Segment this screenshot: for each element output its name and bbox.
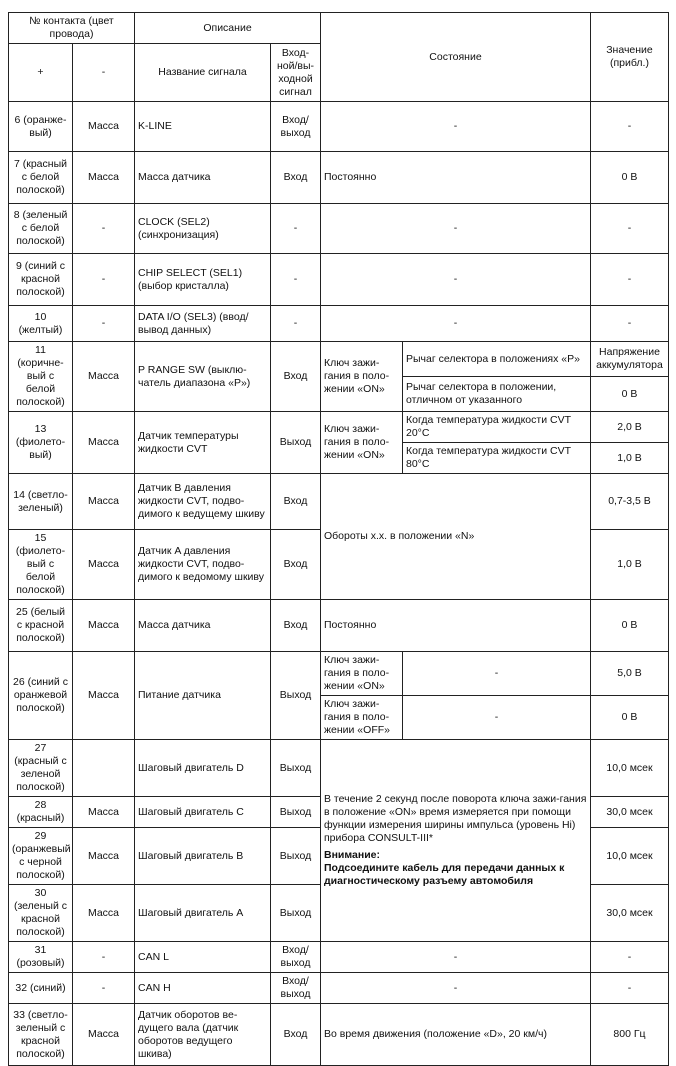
- io-cell: Вход/ выход: [271, 942, 321, 973]
- io-cell: Выход: [271, 412, 321, 474]
- minus-cell: Масса: [73, 1004, 135, 1066]
- value-cell: 0 В: [591, 696, 669, 740]
- value-cell: 0 В: [591, 152, 669, 204]
- substate-cell: -: [403, 696, 591, 740]
- value-cell: 5,0 В: [591, 652, 669, 696]
- table-row: [9, 342, 669, 377]
- table-row: [9, 254, 669, 306]
- io-cell: -: [271, 204, 321, 254]
- header-plus: +: [9, 44, 73, 102]
- io-cell: Выход: [271, 797, 321, 828]
- state-cell: Обороты х.х. в положении «N»: [321, 474, 591, 600]
- pin-cell: 11 (коричне-вый с белой полоской): [9, 342, 73, 412]
- pin-cell: 10 (желтый): [9, 306, 73, 342]
- io-cell: Вход/ выход: [271, 102, 321, 152]
- pin-cell: 27 (красный с зеленой полоской): [9, 740, 73, 797]
- value-cell: -: [591, 102, 669, 152]
- condition-cell: Ключ зажи-гания в поло-жении «ON»: [321, 412, 403, 474]
- table-row: [9, 306, 669, 342]
- header-minus: -: [73, 44, 135, 102]
- substate-cell: Рычаг селектора в положении, отличном от указанного: [403, 377, 591, 412]
- signal-name-cell: Датчик оборотов ве-дущего вала (датчик оборотов ведущего шкива): [135, 1004, 271, 1066]
- substate-cell: Рычаг селектора в положениях «P»: [403, 342, 591, 377]
- terminal-spec-table: [8, 12, 669, 1066]
- table-row: [9, 740, 669, 797]
- stepper-state-text: В течение 2 секунд после поворота ключа зажи-гания в положение «ON» время измеряется при помощи функции измерения ширины импульса (уровень Hi) прибора CONSULT-III*: [324, 793, 587, 844]
- value-cell: Напряжение аккумулятора: [591, 342, 669, 377]
- io-cell: Вход: [271, 152, 321, 204]
- io-cell: Вход: [271, 474, 321, 530]
- signal-name-cell: CLOCK (SEL2) (синхронизация): [135, 204, 271, 254]
- header-row-1: [9, 13, 669, 44]
- pin-cell: 29 (оранжевый с черной полоской): [9, 828, 73, 885]
- value-cell: -: [591, 204, 669, 254]
- value-cell: -: [591, 973, 669, 1004]
- value-cell: 2,0 В: [591, 412, 669, 443]
- state-cell: -: [321, 204, 591, 254]
- substate-cell: Когда температура жидкости CVT 80°C: [403, 443, 591, 474]
- table-row: [9, 412, 669, 443]
- table-row: [9, 204, 669, 254]
- signal-name-cell: Масса датчика: [135, 600, 271, 652]
- io-cell: -: [271, 254, 321, 306]
- minus-cell: [73, 740, 135, 797]
- minus-cell: -: [73, 204, 135, 254]
- header-io: Вход-ной/вы-ходной сигнал: [271, 44, 321, 102]
- header-signal-name: Название сигнала: [135, 44, 271, 102]
- signal-name-cell: CHIP SELECT (SEL1) (выбор кристалла): [135, 254, 271, 306]
- minus-cell: Масса: [73, 152, 135, 204]
- signal-name-cell: DATA I/O (SEL3) (ввод/вывод данных): [135, 306, 271, 342]
- state-cell: -: [321, 973, 591, 1004]
- pin-cell: 8 (зеленый с белой полоской): [9, 204, 73, 254]
- io-cell: -: [271, 306, 321, 342]
- stepper-state-cell: [321, 740, 591, 942]
- pin-cell: 33 (светло-зеленый с красной полоской): [9, 1004, 73, 1066]
- value-cell: 10,0 мсек: [591, 740, 669, 797]
- table-row: [9, 102, 669, 152]
- header-state: Состояние: [321, 13, 591, 102]
- signal-name-cell: Масса датчика: [135, 152, 271, 204]
- signal-name-cell: Шаговый двигатель D: [135, 740, 271, 797]
- minus-cell: Масса: [73, 412, 135, 474]
- minus-cell: Масса: [73, 530, 135, 600]
- value-cell: 0 В: [591, 377, 669, 412]
- signal-name-cell: Шаговый двигатель C: [135, 797, 271, 828]
- minus-cell: Масса: [73, 600, 135, 652]
- signal-name-cell: Шаговый двигатель B: [135, 828, 271, 885]
- value-cell: 0,7-3,5 В: [591, 474, 669, 530]
- state-cell: Во время движения (положение «D», 20 км/ч): [321, 1004, 591, 1066]
- pin-cell: 28 (красный): [9, 797, 73, 828]
- io-cell: Вход/ выход: [271, 973, 321, 1004]
- substate-cell: -: [403, 652, 591, 696]
- value-cell: 1,0 В: [591, 530, 669, 600]
- value-cell: -: [591, 942, 669, 973]
- signal-name-cell: P RANGE SW (выклю-чатель диапазона «P»): [135, 342, 271, 412]
- pin-cell: 7 (красный с белой полоской): [9, 152, 73, 204]
- pin-cell: 30 (зеленый с красной полоской): [9, 885, 73, 942]
- condition-cell: Ключ зажи-гания в поло-жении «OFF»: [321, 696, 403, 740]
- substate-cell: Когда температура жидкости CVT 20°C: [403, 412, 591, 443]
- document-page: [8, 12, 668, 1066]
- value-cell: -: [591, 254, 669, 306]
- state-cell: -: [321, 306, 591, 342]
- state-cell: Постоянно: [321, 152, 591, 204]
- io-cell: Выход: [271, 652, 321, 740]
- minus-cell: Масса: [73, 342, 135, 412]
- io-cell: Вход: [271, 1004, 321, 1066]
- minus-cell: Масса: [73, 652, 135, 740]
- table-row: [9, 973, 669, 1004]
- pin-cell: 14 (светло-зеленый): [9, 474, 73, 530]
- minus-cell: Масса: [73, 885, 135, 942]
- state-cell: Постоянно: [321, 600, 591, 652]
- pin-cell: 25 (белый с красной полоской): [9, 600, 73, 652]
- signal-name-cell: CAN H: [135, 973, 271, 1004]
- io-cell: Вход: [271, 600, 321, 652]
- table-row: [9, 652, 669, 696]
- io-cell: Вход: [271, 342, 321, 412]
- minus-cell: -: [73, 306, 135, 342]
- signal-name-cell: Датчик A давления жидкости CVT, подво-димого к ведомому шкиву: [135, 530, 271, 600]
- minus-cell: -: [73, 973, 135, 1004]
- state-cell: -: [321, 102, 591, 152]
- table-row: [9, 474, 669, 530]
- pin-cell: 6 (оранже-вый): [9, 102, 73, 152]
- value-cell: 10,0 мсек: [591, 828, 669, 885]
- io-cell: Вход: [271, 530, 321, 600]
- table-row: [9, 942, 669, 973]
- value-cell: -: [591, 306, 669, 342]
- pin-cell: 13 (фиолето-вый): [9, 412, 73, 474]
- pin-cell: 31 (розовый): [9, 942, 73, 973]
- minus-cell: Масса: [73, 474, 135, 530]
- pin-cell: 32 (синий): [9, 973, 73, 1004]
- minus-cell: Масса: [73, 102, 135, 152]
- state-cell: -: [321, 254, 591, 306]
- pin-cell: 15 (фиолето-вый с белой полоской): [9, 530, 73, 600]
- value-cell: 30,0 мсек: [591, 797, 669, 828]
- minus-cell: Масса: [73, 797, 135, 828]
- condition-cell: Ключ зажи-гания в поло-жении «ON»: [321, 652, 403, 696]
- table-row: [9, 600, 669, 652]
- signal-name-cell: K-LINE: [135, 102, 271, 152]
- table-row: [9, 152, 669, 204]
- io-cell: Выход: [271, 740, 321, 797]
- minus-cell: -: [73, 254, 135, 306]
- minus-cell: Масса: [73, 828, 135, 885]
- state-cell: -: [321, 942, 591, 973]
- value-cell: 0 В: [591, 600, 669, 652]
- signal-name-cell: Шаговый двигатель A: [135, 885, 271, 942]
- io-cell: Выход: [271, 885, 321, 942]
- header-contact: № контакта (цвет провода): [9, 13, 135, 44]
- pin-cell: 9 (синий с красной полоской): [9, 254, 73, 306]
- signal-name-cell: Датчик температуры жидкости CVT: [135, 412, 271, 474]
- condition-cell: Ключ зажи-гания в поло-жении «ON»: [321, 342, 403, 412]
- stepper-note-body: Подсоедините кабель для передачи данных к диагностическому разъему автомобиля: [324, 862, 565, 887]
- header-value: Значение (прибл.): [591, 13, 669, 102]
- header-description: Описание: [135, 13, 321, 44]
- value-cell: 800 Гц: [591, 1004, 669, 1066]
- stepper-note-title: Внимание:: [324, 849, 380, 861]
- io-cell: Выход: [271, 828, 321, 885]
- pin-cell: 26 (синий с оранжевой полоской): [9, 652, 73, 740]
- value-cell: 1,0 В: [591, 443, 669, 474]
- table-row: [9, 1004, 669, 1066]
- signal-name-cell: CAN L: [135, 942, 271, 973]
- value-cell: 30,0 мсек: [591, 885, 669, 942]
- signal-name-cell: Датчик B давления жидкости CVT, подво-димого к ведущему шкиву: [135, 474, 271, 530]
- signal-name-cell: Питание датчика: [135, 652, 271, 740]
- minus-cell: -: [73, 942, 135, 973]
